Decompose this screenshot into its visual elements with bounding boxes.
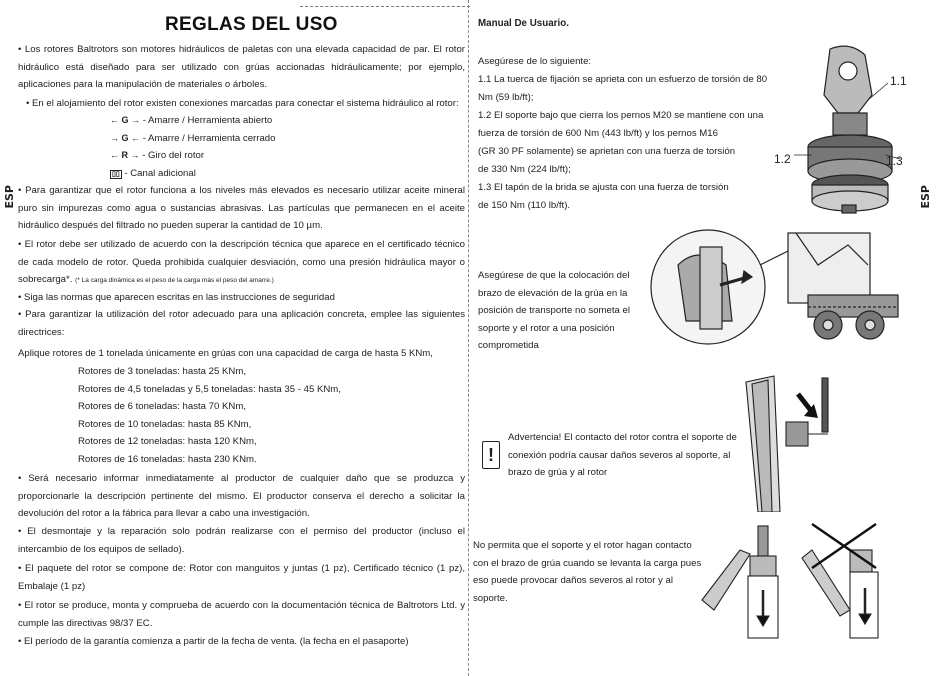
checklist-item-1-2-note: (GR 30 PF solamente) se aprietan con una fuerza de torsión de 330 Nm (224 lb/ft); xyxy=(478,146,736,175)
connection-label: - Amarre / Herramienta abierto xyxy=(142,115,273,126)
language-tab-left: ESP xyxy=(3,185,16,209)
list-item: Rotores de 12 toneladas: hasta 120 KNm, xyxy=(78,436,257,447)
page-title: REGLAS DEL USO xyxy=(165,14,338,35)
connections-paragraph: • En el alojamiento del rotor existen conexiones marcadas para conectar el sistema hidráulico al rotor: xyxy=(26,98,459,109)
technical-paragraph xyxy=(18,236,465,290)
list-item: Rotores de 16 toneladas: hasta 230 KNm. xyxy=(78,453,257,465)
connection-item xyxy=(110,165,275,184)
incorrect-lift-drawing xyxy=(802,550,878,638)
manual-heading: Manual De Usuario. xyxy=(478,18,569,29)
damage-paragraph: • Será necesario informar inmediatamente al productor de cualquier daño que se produzca y proporcionarle la descripción pertinente del mismo. El productor conserva el derecho a solicitar la devolución del rotor a la fábrica para llevar a cabo una investigación. xyxy=(18,473,465,519)
callout-label: 1.2 xyxy=(774,152,791,166)
additional-channel-icon: ▯▯ xyxy=(112,170,120,178)
repair-paragraph: • El desmontaje y la reparación solo podrán realizarse con el permiso del productor (incluso el intercambio de los equipos de sellado). xyxy=(18,526,465,555)
safety-paragraph: • Siga las normas que aparecen escritas en las instrucciones de seguridad xyxy=(18,292,335,303)
lifting-comparison-diagram xyxy=(700,520,900,650)
rotor-diagram xyxy=(760,35,920,220)
load-footnote: (* La carga dinámica es el peso de la carga más el peso del amarre.) xyxy=(75,277,274,284)
callout-label: 1.1 xyxy=(890,74,907,88)
connection-item xyxy=(110,112,275,130)
connection-label: - Canal adicional xyxy=(124,167,196,179)
one-ton-paragraph: Aplique rotores de 1 tonelada únicamente en grúas con una capacidad de carga de hasta 5 KNm, xyxy=(18,348,433,359)
column-divider xyxy=(468,0,469,676)
crane-position-text: Asegúrese de que la colocación del brazo de elevación de la grúa en la posición de transporte no someta el soporte y el rotor a una posición comprometida xyxy=(478,270,630,351)
connections-list xyxy=(110,112,275,183)
language-tab-right: ESP xyxy=(919,185,932,209)
connection-item xyxy=(110,147,275,165)
rotor-drawing xyxy=(808,46,892,213)
checklist-item-1-2: 1.2 El soporte bajo que cierra los pernos M20 se mantiene con una fuerza de torsión de 600 Nm (443 lb/ft) y los pernos M16 xyxy=(478,110,764,139)
list-item: Rotores de 10 toneladas: hasta 85 KNm, xyxy=(78,418,252,430)
checklist-item-1-3: 1.3 El tapón de la brida se ajusta con una fuerza de torsión de 150 Nm (110 lb/ft). xyxy=(478,182,729,211)
connection-symbol: ← G → xyxy=(110,115,141,125)
checklist-item-1-1: 1.1 La tuerca de fijación se aprieta con un esfuerzo de torsión de 80 Nm (59 lb/ft); xyxy=(478,74,768,103)
package-paragraph: • El paquete del rotor se compone de: Rotor con manguitos y juntas (1 pz), Certificado técnico (1 pz), Embalaje (1 pz) xyxy=(18,563,465,592)
warning-text: Advertencia! El contacto del rotor contra el soporte de conexión podría causar daños severos al soporte, al brazo de grúa y al rotor xyxy=(508,432,737,478)
compliance-paragraph: • El rotor se produce, monta y comprueba de acuerdo con la documentación técnica de Baltrotors Ltd. y cumple las directivas 98/37 EC. xyxy=(18,600,465,629)
warning-icon: ! xyxy=(482,441,500,469)
contact-warning-text: No permita que el soporte y el rotor hagan contacto con el brazo de grúa cuando se levanta la carga pues eso puede provocar daños severos al rotor y al soporte. xyxy=(473,540,702,604)
oil-paragraph: • Para garantizar que el rotor funciona a los niveles más elevados es necesario utilizar aceite mineral puro sin impurezas como agua o sustancias abrasivas. Las partículas que permanecen en el aceite hidráulico después del filtrado no pueden superar la cantidad de 10 µm. xyxy=(18,185,465,231)
checklist-intro: Asegúrese de lo siguiente: xyxy=(478,56,592,67)
connection-item xyxy=(110,130,275,148)
list-item: Rotores de 4,5 toneladas y 5,5 toneladas: hasta 35 - 45 KNm, xyxy=(78,383,341,395)
list-item: Rotores de 3 toneladas: hasta 25 KNm, xyxy=(78,366,246,377)
rotor-contact-diagram xyxy=(738,372,838,512)
warranty-paragraph: • El período de la garantía comienza a partir de la fecha de venta. (la fecha en el pasaporte) xyxy=(18,636,409,647)
top-rule xyxy=(300,6,470,7)
connection-symbol: ← R → xyxy=(110,150,140,160)
guidelines-paragraph: • Para garantizar la utilización del rotor adecuado para una aplicación concreta, emplee las siguientes directrices: xyxy=(18,309,465,338)
list-item: Rotores de 6 toneladas: hasta 70 KNm, xyxy=(78,401,246,412)
prohibited-cross-icon xyxy=(812,524,876,568)
intro-paragraph: • Los rotores Baltrotors son motores hidráulicos de paletas con una elevada capacidad de par. El rotor hidráulico está diseñado para ser utilizado con grúas accionadas hidráulicamente; por ejemplo, aplicaciones para la manipulación de materiales o árboles. xyxy=(18,44,465,90)
correct-lift-drawing xyxy=(702,526,778,638)
crane-transport-diagram xyxy=(648,225,900,355)
connection-label: - Giro del rotor xyxy=(142,150,205,161)
technical-text: • El rotor debe ser utilizado de acuerdo con la descripción técnica que aparece en el certificado técnico de cada modelo de rotor. Queda prohibida cualquier desviación, como una presión hidráulica mayor o sobrecarga*. xyxy=(18,239,465,285)
connection-label: - Amarre / Herramienta cerrado xyxy=(142,132,276,144)
callout-label: 1.3 xyxy=(886,154,903,168)
connection-symbol: → G ← xyxy=(110,132,141,143)
rotor-capacity-list xyxy=(78,363,341,468)
